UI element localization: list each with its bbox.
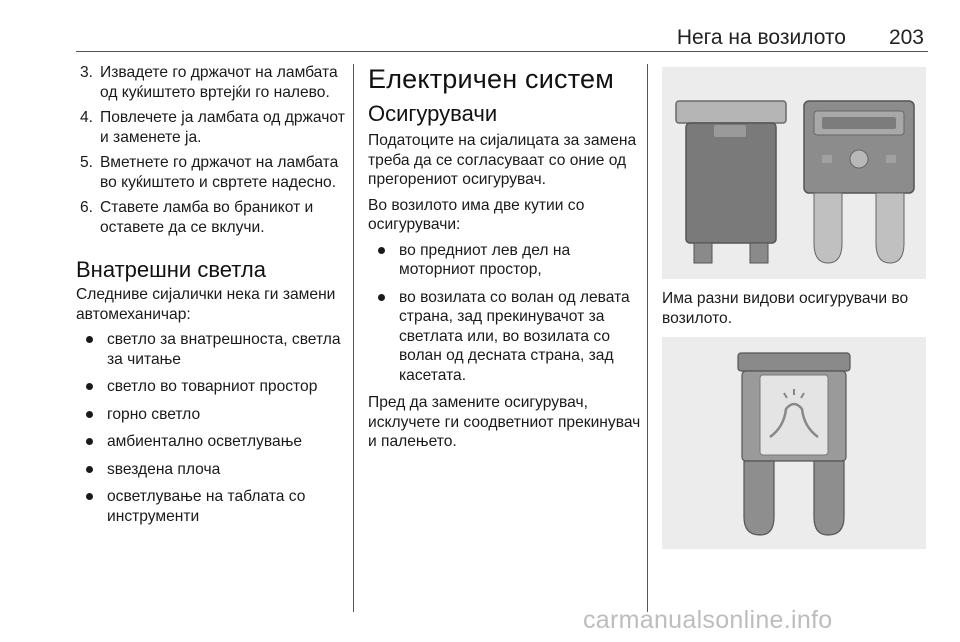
blade-fuse-icon <box>804 101 914 263</box>
mini-fuse-icon <box>738 353 850 535</box>
column-divider-1 <box>353 64 354 612</box>
watermark: carmanualsonline.info <box>583 606 833 634</box>
section-intro: Следниве сијалички нека ги замени автомеханичар: <box>76 286 336 323</box>
paragraph: Во возилото има две кутии со осигурувачи: <box>368 196 585 233</box>
list-item-text: осветлување на таблата со инструменти <box>107 488 306 525</box>
step-number: 6. <box>80 199 94 216</box>
list-item <box>76 330 348 369</box>
step-item <box>76 63 348 102</box>
list-item <box>368 241 642 280</box>
step-number: 3. <box>80 64 94 81</box>
bullet-icon <box>86 493 93 500</box>
section-heading-fuses: Осигурувачи <box>368 101 498 126</box>
step-number: 5. <box>80 154 94 171</box>
page-number: 203 <box>888 26 924 49</box>
mini-fuse-figure <box>662 337 926 549</box>
column-middle <box>368 63 642 458</box>
bullet-icon <box>378 247 385 254</box>
header-title: Нега на возилото <box>676 26 846 49</box>
list-item-text: ѕвездена плоча <box>107 460 221 478</box>
paragraph: Пред да замените осигурувач, исклучете ги соодветниот прекинувач и палењето. <box>368 394 641 450</box>
bullet-icon <box>378 294 385 301</box>
column-divider-2 <box>647 64 648 612</box>
bullet-icon <box>86 383 93 390</box>
list-item-text: светло за внатрешноста, светла за читање <box>107 331 341 368</box>
bullet-icon <box>86 466 93 473</box>
step-item <box>76 108 348 147</box>
fuse-types-illustration <box>662 67 926 279</box>
list-item-text: горно светло <box>107 405 201 423</box>
section-heading-interior-lights: Внатрешни светла <box>76 257 266 282</box>
column-left <box>76 63 348 534</box>
list-item <box>76 432 348 452</box>
step-item <box>76 153 348 192</box>
list-item <box>76 487 348 526</box>
step-text: Ставете ламба во браникот и оставете да се вклучи. <box>100 199 314 236</box>
fuse-types-figure <box>662 67 926 279</box>
maxi-fuse-icon <box>676 101 786 263</box>
bullet-icon <box>86 336 93 343</box>
list-item <box>76 377 348 397</box>
list-item-text: во возилата со волан од левата страна, зад прекинувачот за светлата или, во возилата со волан од десната страна, зад касетата. <box>399 288 630 384</box>
step-text: Извадете го држачот на ламбата од куќиштето вртејќи го налево. <box>100 64 338 101</box>
bullet-icon <box>86 411 93 418</box>
fuse-box-list <box>368 241 642 386</box>
paragraph: Податоците на сијалицата за замена треба да се согласуваат со оние од прегорениот осигурувач. <box>368 132 637 188</box>
figure-caption: Има разни видови осигурувачи во возилото. <box>662 290 909 327</box>
step-text: Вметнете го држачот на ламбата во куќиштето и свртете надесно. <box>100 154 339 191</box>
step-number: 4. <box>80 109 94 126</box>
step-text: Повлечете ја ламбата од држачот и заменете ја. <box>100 109 345 146</box>
list-item <box>76 405 348 425</box>
list-item-text: во предниот лев дел на моторниот простор, <box>399 241 571 278</box>
header-rule <box>76 51 928 52</box>
chapter-heading: Електричен систем <box>368 64 614 94</box>
list-item-text: амбиентално осветлување <box>107 433 303 450</box>
bulb-list <box>76 330 348 526</box>
page-header <box>76 26 926 50</box>
bullet-icon <box>86 438 93 445</box>
mini-fuse-illustration <box>662 337 926 549</box>
step-item <box>76 198 348 237</box>
list-item-text: светло во товарниот простор <box>107 378 318 395</box>
list-item <box>76 460 348 480</box>
list-item <box>368 288 642 386</box>
